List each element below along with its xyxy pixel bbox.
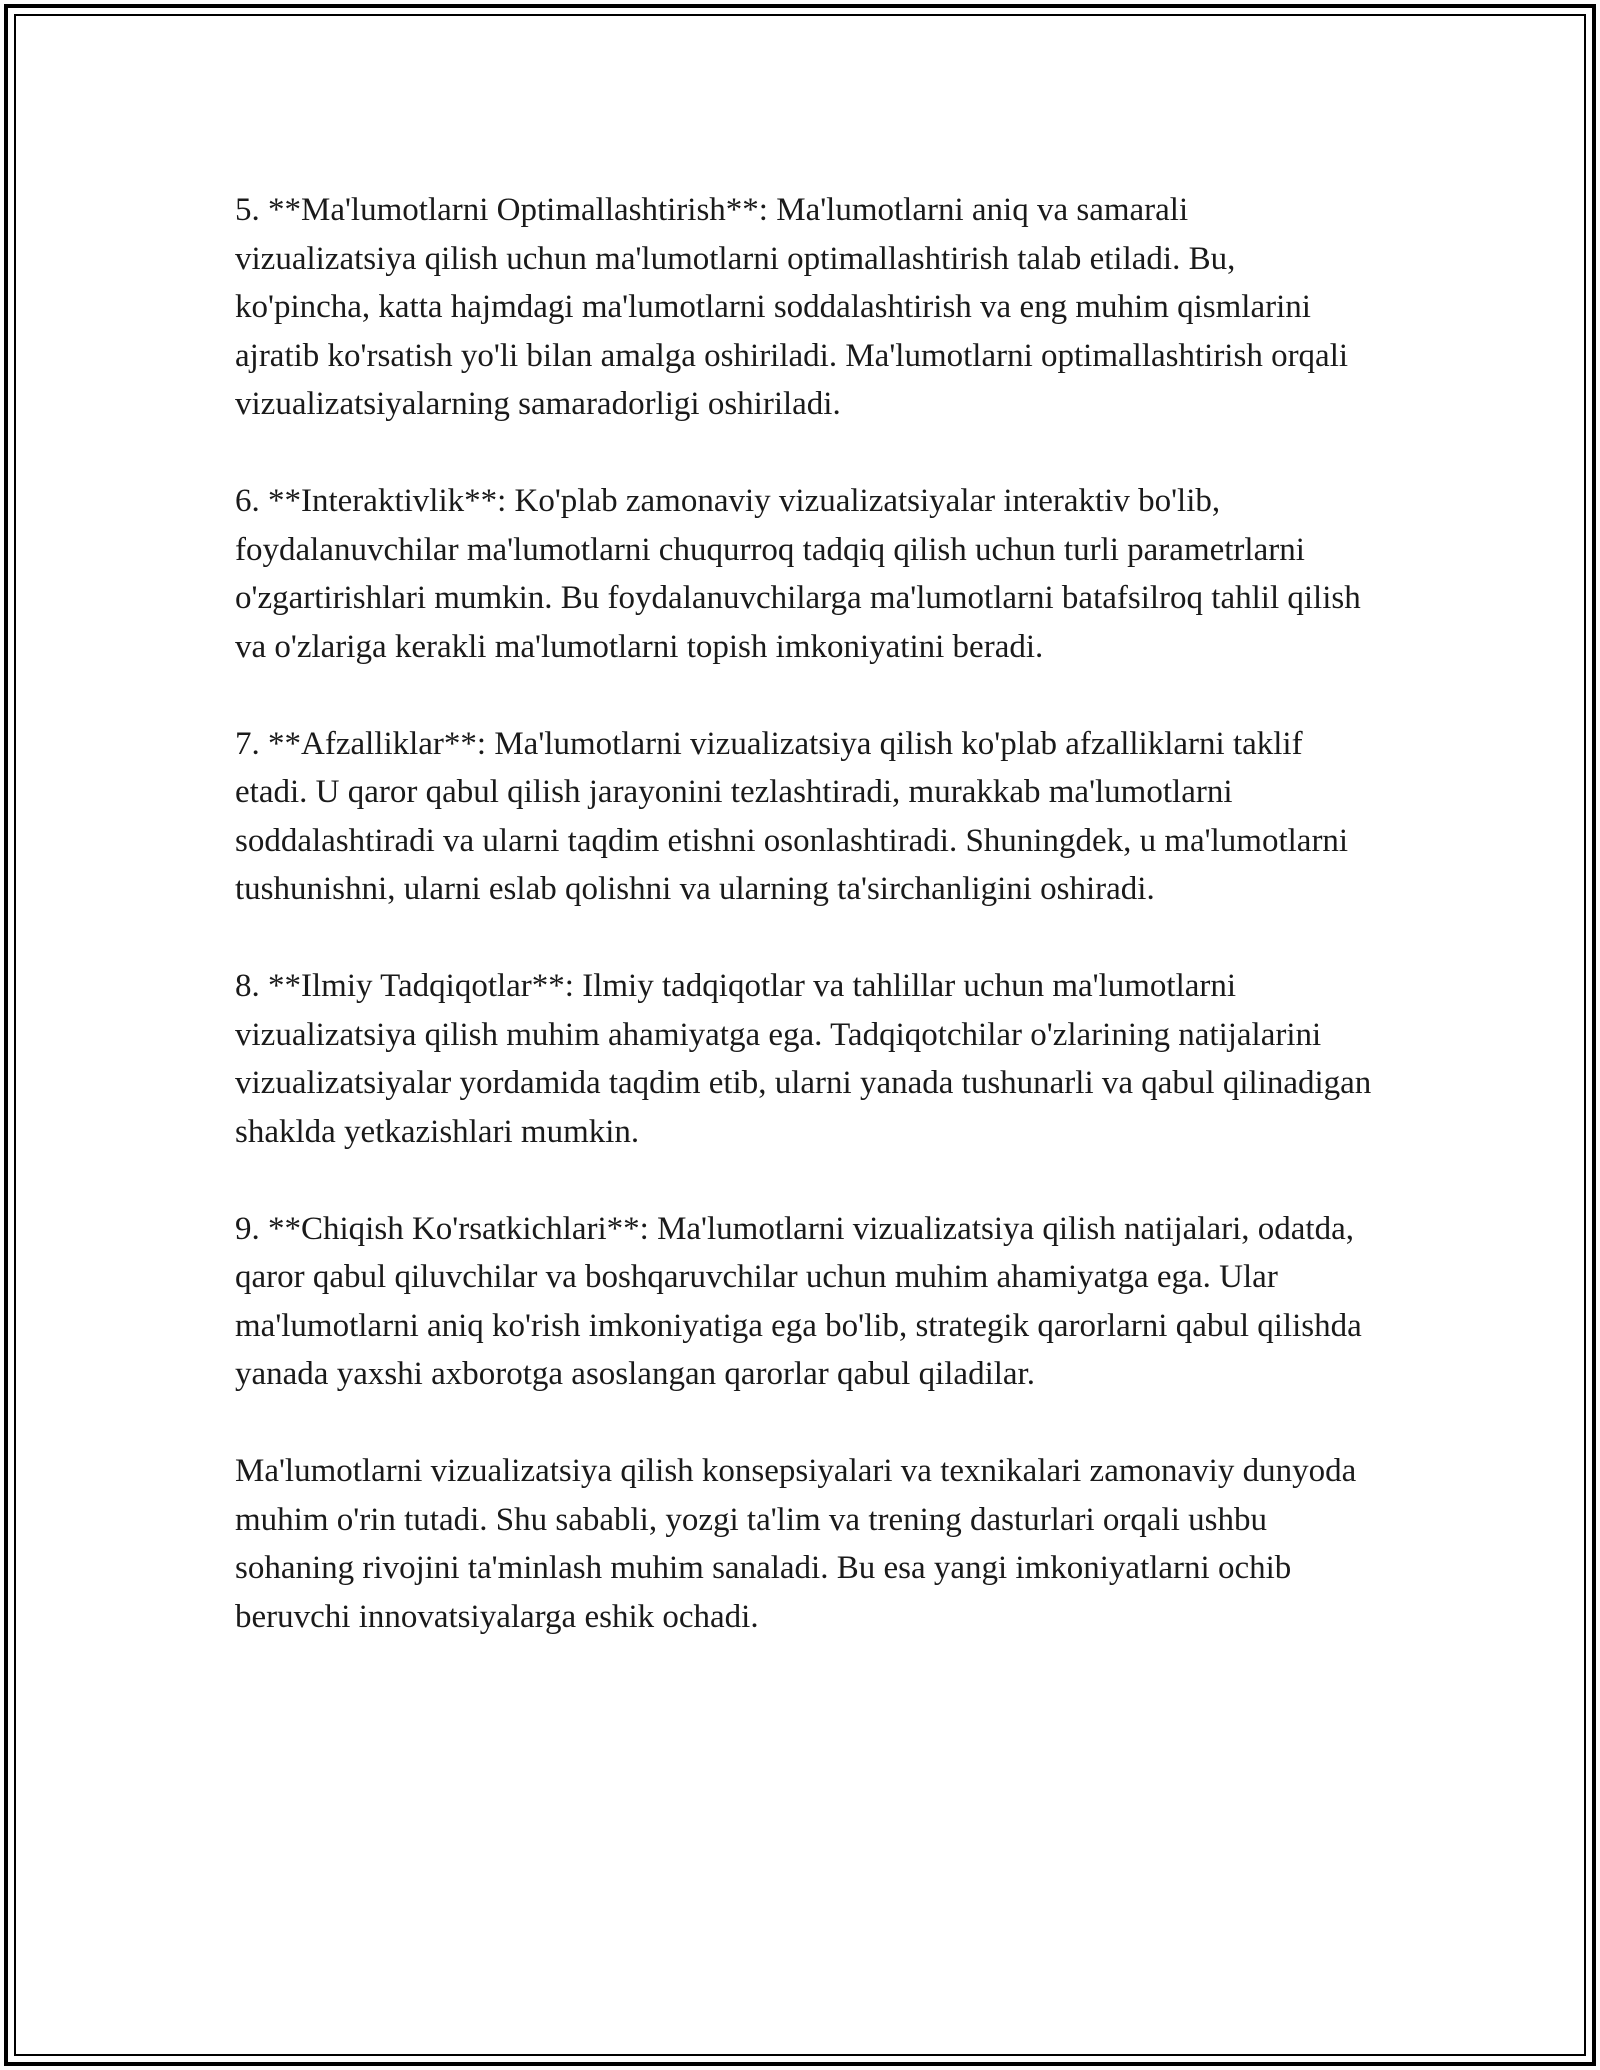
document-body <box>235 186 1375 1641</box>
paragraph-conclusion: Ma'lumotlarni vizualizatsiya qilish konsepsiyalari va texnikalari zamonaviy dunyoda muhim o'rin tutadi. Shu sababli, yozgi ta'lim va trening dasturlari orqali ushbu sohaning rivojini ta'minlash muhim sanaladi. Bu esa yangi imkoniyatlarni ochib beruvchi innovatsiyalarga eshik ochadi. <box>235 1453 1357 1635</box>
paragraph-item-7: 7. **Afzalliklar**: Ma'lumotlarni vizualizatsiya qilish ko'plab afzalliklarni taklif etadi. U qaror qabul qilish jarayonini tezlashtiradi, murakkab ma'lumotlarni soddalashtiradi va ularni taqdim etishni osonlashtiradi. Shuningdek, u ma'lumotlarni tushunishni, ularni eslab qolishni va ularning ta'sirchanligini oshiradi. <box>235 725 1349 907</box>
paragraph-item-9: 9. **Chiqish Ko'rsatkichlari**: Ma'lumotlarni vizualizatsiya qilish natijalari, odatda, qaror qabul qiluvchilar va boshqaruvchilar uchun muhim ahamiyatga ega. Ular ma'lumotlarni aniq ko'rish imkoniyatiga ega bo'lib, strategik qarorlarni qabul qilishda yanada yaxshi axborotga asoslangan qarorlar qabul qiladilar. <box>235 1210 1362 1392</box>
paragraph-item-5: 5. **Ma'lumotlarni Optimallashtirish**: Ma'lumotlarni aniq va samarali vizualizatsiya qilish uchun ma'lumotlarni optimallashtirish talab etiladi. Bu, ko'pincha, katta hajmdagi ma'lumotlarni soddalashtirish va eng muhim qismlarini ajratib ko'rsatish yo'li bilan amalga oshiriladi. Ma'lumotlarni optimallashtirish orqali vizualizatsiyalarning samaradorligi oshiriladi. <box>235 192 1349 422</box>
paragraph-item-6: 6. **Interaktivlik**: Ko'plab zamonaviy vizualizatsiyalar interaktiv bo'lib, foydalanuvchilar ma'lumotlarni chuqurroq tadqiq qilish uchun turli parametrlarni o'zgartirishlari mumkin. Bu foydalanuvchilarga ma'lumotlarni batafsilroq tahlil qilish va o'zlariga kerakli ma'lumotlarni topish imkoniyatini beradi. <box>235 483 1361 665</box>
paragraph-item-8: 8. **Ilmiy Tadqiqotlar**: Ilmiy tadqiqotlar va tahlillar uchun ma'lumotlarni vizualizatsiya qilish muhim ahamiyatga ega. Tadqiqotchilar o'zlarining natijalarini vizualizatsiyalar yordamida taqdim etib, ularni yanada tushunarli va qabul qilinadigan shaklda yetkazishlari mumkin. <box>235 968 1372 1150</box>
